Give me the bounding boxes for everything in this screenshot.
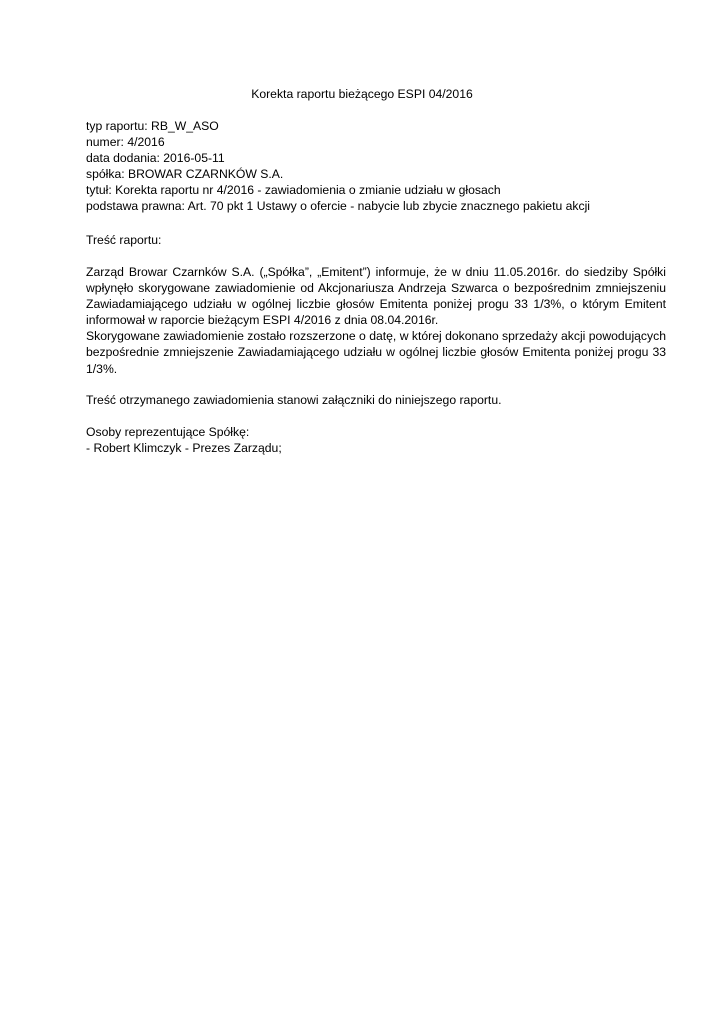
attachment-note: Treść otrzymanego zawiadomienia stanowi załączniki do niniejszego raportu. [86,393,502,407]
report-type: typ raportu: RB_W_ASO [86,119,219,133]
legal-basis: podstawa prawna: Art. 70 pkt 1 Ustawy o ofercie - nabycie lub zbycie znacznego pakietu akcji [86,199,591,214]
document-title: Korekta raportu bieżącego ESPI 04/2016 [251,87,473,101]
report-subject: tytuł: Korekta raportu nr 4/2016 - zawiadomienia o zmianie udziału w głosach [86,183,501,198]
representatives-block [86,424,282,456]
report-metadata [86,118,666,215]
report-number: numer: 4/2016 [86,135,165,150]
date-added: data dodania: 2016-05-11 [86,151,225,166]
report-body [86,264,666,377]
company-name: spółka: BROWAR CZARNKÓW S.A. [86,167,284,182]
representatives-heading: Osoby reprezentujące Spółkę: [86,425,250,439]
content-heading: Treść raportu: [86,233,162,247]
representative-item: - Robert Klimczyk - Prezes Zarządu; [86,441,282,456]
body-paragraph: Zarząd Browar Czarnków S.A. („Spółka”, „Emitent”) informuje, że w dniu 11.05.2016r. do siedziby Spółki wpłynęło skorygowane zawiadomienie od Akcjonariusza Andrzeja Szwarca o bezpośrednim zmniejszeniu Zawiadamiającego udziału w ogólnej liczbie głosów Emitenta poniżej progu 33 1/3%, o którym Emitent informował w raporcie bieżącym ESPI 4/2016 z dnia 08.04.2016r. [86,265,666,328]
body-paragraph: Skorygowane zawiadomienie zostało rozszerzone o datę, w której dokonano sprzedaży akcji powodujących bezpośrednie zmniejszenie Zawiadamiającego udziału w ogólnej liczbie głosów Emitenta poniżej progu 33 1/3%. [86,329,666,376]
